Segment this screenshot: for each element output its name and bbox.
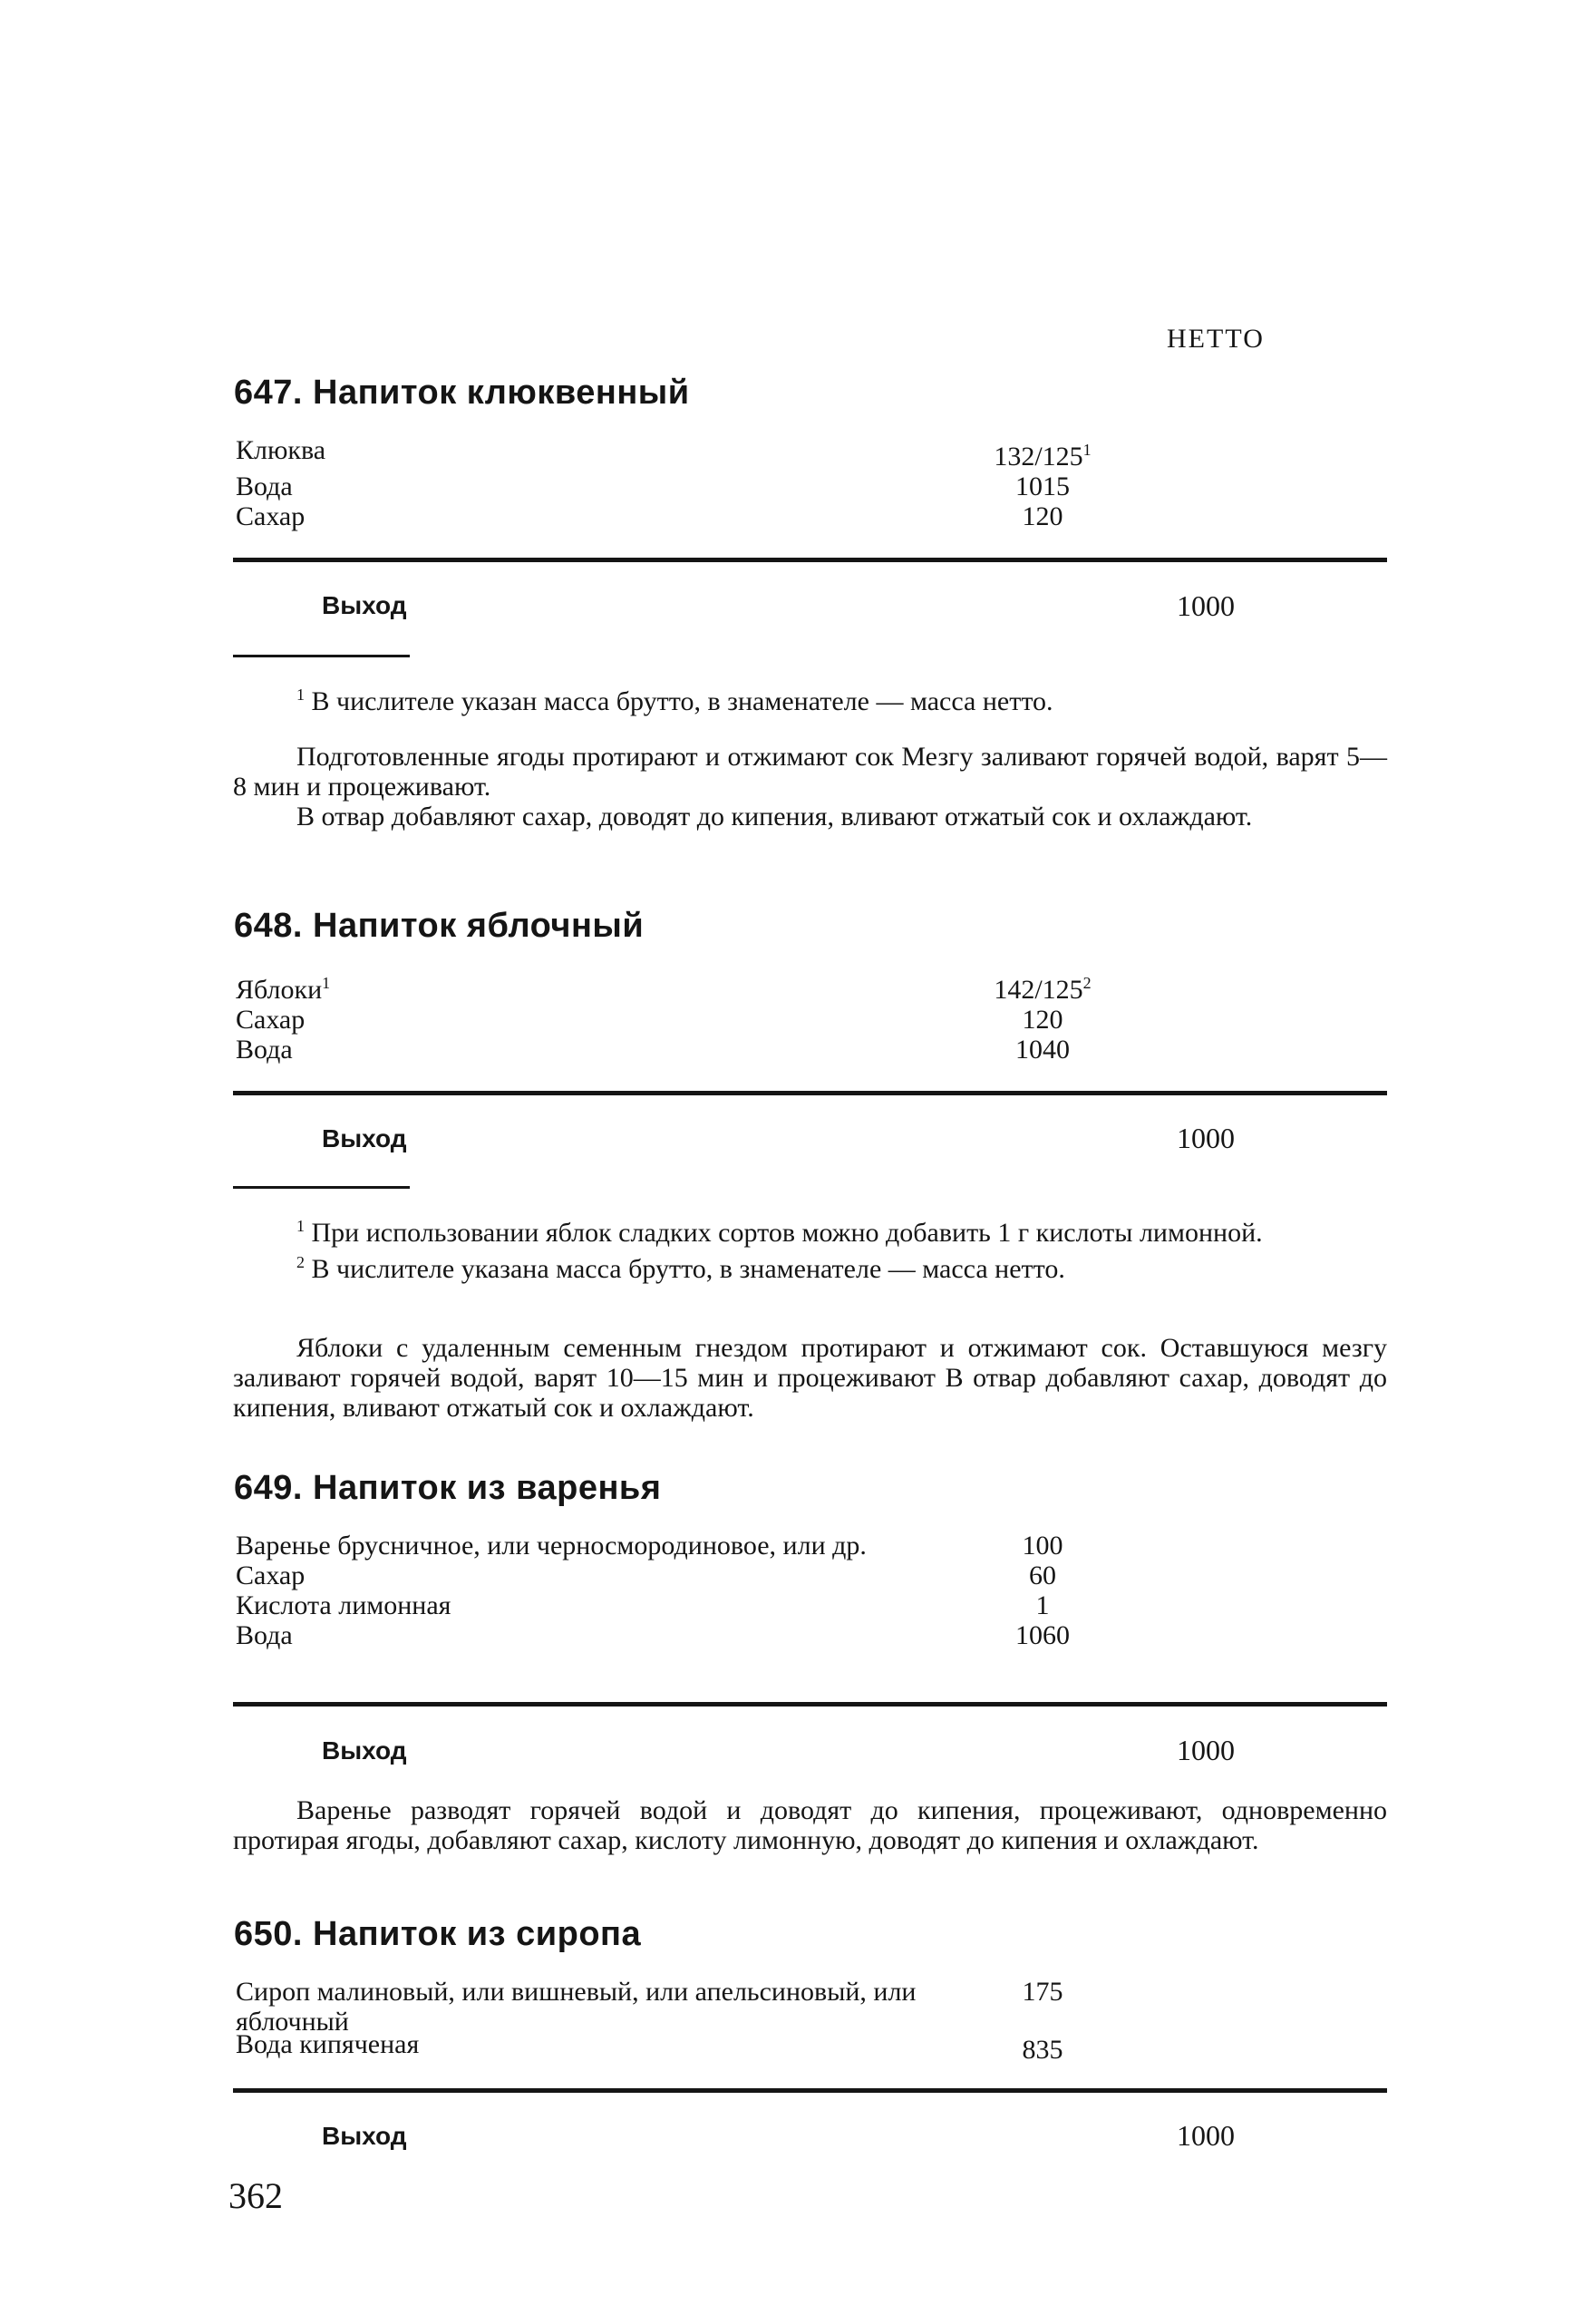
ingredient-name: Сироп малиновый, или вишневый, или апельсиновый, или яблочный [236,1977,917,2037]
ingredient-name: Варенье брусничное, или черносмородиновое, или др. [236,1531,867,1561]
ingredient-name: Вода [236,1035,293,1065]
ingredient-row [236,2029,1324,2065]
ingredient-name: Вода [236,472,293,501]
ingredient-value: 1040 [1015,1035,1070,1065]
ingredient-value: $142/125^2$ [994,974,1092,1005]
ingredient-row [236,1590,1324,1620]
ingredient-value: 60 [1029,1561,1056,1590]
output-value: 1000 [1177,1122,1235,1154]
ingredient-name: Сахар [236,501,306,531]
ingredients-647 [236,435,1324,531]
ingredient-row [236,501,1324,531]
method-paragraph: В отвар добавляют сахар, доводят до кипения, вливают отжатый сок и охлаждают. [296,802,1253,831]
ingredient-value: 100 [1022,1531,1063,1561]
output-label: Выход [322,1736,407,1765]
footnote: $^1$ При использовании яблок сладких сортов можно добавить 1 г кислоты лимонной. [296,1217,1263,1248]
method-648 [233,1333,1387,1423]
ingredient-name: Яблоки$^1$ [236,974,331,1005]
table-rule [233,2088,1387,2093]
ingredient-row [236,1531,1324,1561]
footnote-ref: 2 [1082,974,1092,992]
output-label: Выход [322,2122,407,2150]
ingredient-row [236,1561,1324,1590]
ingredient-row [236,435,1324,472]
ingredients-648 [236,968,1324,1065]
footnote: $^2$ В числителе указана масса брутто, в знаменателе — масса нетто. [296,1253,1065,1284]
ingredient-value: 175 [1022,1977,1063,2007]
page-number: 362 [228,2175,283,2216]
recipe-title-650: 650. Напиток из сиропа [234,1915,642,1953]
ingredient-name: Вода [236,1620,293,1650]
method-647 [233,742,1387,831]
output-label: Выход [322,1124,407,1152]
ingredient-value: $132/125^1$ [994,441,1092,472]
table-rule [233,1091,1387,1095]
footnotes-648 [233,1211,1387,1284]
method-paragraph: Подготовленные ягоды протирают и отжимают сок Мезгу заливают горячей водой, варят 5—8 мин и процеживают. [233,742,1387,802]
ingredient-value: 1 [1035,1590,1050,1620]
method-649 [233,1795,1387,1855]
ingredient-name: Сахар [236,1561,306,1590]
ingredient-row [236,968,1324,1005]
method-paragraph: Варенье разводят горячей водой и доводят до кипения, процеживают, одновременно протирая ягоды, добавляют сахар, кислоту лимонную, доводят до кипения и охлаждают. [233,1795,1387,1855]
footnote: $^1$ В числителе указан масса брутто, в знаменателе — масса нетто. [296,686,1053,716]
footnote-ref: 1 [322,974,331,992]
netto-column-header: НЕТТО [1167,324,1265,354]
recipe-title-648: 648. Напиток яблочный [234,907,645,945]
method-paragraph: Яблоки с удаленным семенным гнездом протирают и отжимают сок. Оставшуюся мезгу заливают горячей водой, варят 10—15 мин и процеживают В отвар добавляют сахар, доводят до кипения, вливают отжатый сок и охлаждают. [233,1333,1387,1423]
ingredient-name: Клюква [236,435,326,465]
ingredient-name: Сахар [236,1005,306,1035]
recipe-title-647: 647. Напиток клюквенный [234,374,690,412]
ingredient-value: 120 [1022,501,1063,531]
ingredients-649 [236,1531,1324,1650]
footnotes-647 [233,680,1387,716]
footnote-ref: 1 [1082,441,1092,459]
ingredient-name: Кислота лимонная [236,1590,451,1620]
footnote-rule [233,655,410,657]
ingredients-650 [236,1977,1324,2065]
output-label: Выход [322,591,407,619]
ingredient-row [236,1005,1324,1035]
ingredient-row [236,1977,1324,2037]
output-value: 1000 [1177,1734,1235,1766]
table-rule [233,1702,1387,1707]
recipe-title-649: 649. Напиток из варенья [234,1469,662,1507]
ingredient-row [236,1035,1324,1065]
ingredient-row [236,472,1324,501]
ingredient-name: Вода кипяченая [236,2029,420,2059]
ingredient-value: 1015 [1015,472,1070,501]
ingredient-value: 1060 [1015,1620,1070,1650]
ingredient-row [236,1620,1324,1650]
output-value: 1000 [1177,2119,1235,2152]
footnote-rule [233,1186,410,1189]
ingredient-value: 120 [1022,1005,1063,1035]
output-value: 1000 [1177,589,1235,622]
ingredient-value: 835 [1022,2035,1063,2065]
table-rule [233,558,1387,562]
